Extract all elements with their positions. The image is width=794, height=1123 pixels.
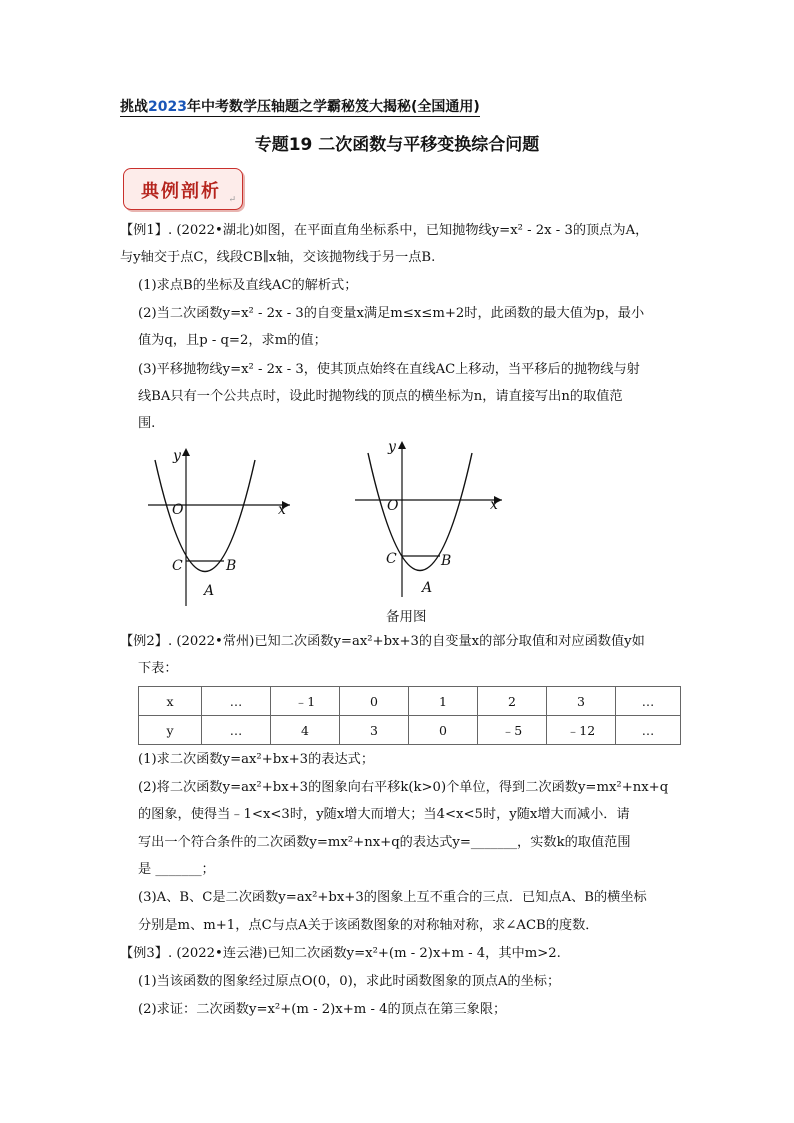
- table-cell: ﹣1: [271, 687, 340, 716]
- example2-q2c: 写出一个符合条件的二次函数y=mx²+nx+q的表达式y=_______，实数k的取值范围: [138, 835, 631, 850]
- parabola-figure-backup: [350, 435, 510, 603]
- example1-q3a: (3)平移抛物线y=x² - 2x - 3，使其顶点始终在直线AC上移动，当平移后的抛物线与射: [138, 362, 640, 377]
- y-axis-arrow-icon: [398, 441, 406, 449]
- label-x: x: [278, 502, 286, 518]
- example2-line1: 【例2】. (2022•常州)已知二次函数y=ax²+bx+3的自变量x的部分取值和对应函数值y如: [120, 634, 645, 649]
- example2-q3b: 分别是m、m+1，点C与点A关于该函数图象的对称轴对称，求∠ACB的度数．: [138, 918, 599, 933]
- table-cell: 1: [409, 687, 478, 716]
- table-cell: 3: [547, 687, 616, 716]
- table-cell: y: [139, 716, 202, 745]
- table-cell: 0: [409, 716, 478, 745]
- table-cell: 3: [340, 716, 409, 745]
- value-table: [138, 686, 681, 745]
- table-cell: ﹣5: [478, 716, 547, 745]
- label-b: B: [441, 553, 452, 569]
- example1-q2a: (2)当二次函数y=x² - 2x - 3的自变量x满足m≤x≤m+2时，此函数的最大值为p，最小: [138, 306, 645, 321]
- page-title: 专题19 二次函数与平移变换综合问题: [254, 135, 540, 155]
- example3-q1: (1)当该函数的图象经过原点O(0，0)，求此时函数图象的顶点A的坐标；: [138, 974, 561, 989]
- table-row: [139, 716, 681, 745]
- parabola-curve: [368, 453, 472, 571]
- table-cell: …: [202, 687, 271, 716]
- series-header-year: 2023: [148, 99, 187, 115]
- table-cell: 2: [478, 687, 547, 716]
- example1-q2b: 值为q，且p - q=2，求m的值；: [138, 333, 327, 348]
- y-axis-arrow-icon: [182, 448, 190, 456]
- table-cell: …: [202, 716, 271, 745]
- example2-q3a: (3)A、B、C是二次函数y=ax²+bx+3的图象上互不重合的三点．已知点A、B的横坐标: [138, 890, 647, 905]
- label-c: C: [172, 558, 183, 574]
- table-cell: 0: [340, 687, 409, 716]
- paragraph-mark-icon: ↵: [228, 195, 236, 205]
- example3-q2: (2)求证：二次函数y=x²+(m - 2)x+m - 4的顶点在第三象限；: [138, 1002, 507, 1017]
- example1-line2: 与y轴交于点C，线段CB∥x轴，交该抛物线于另一点B.: [120, 250, 436, 265]
- table-cell: …: [616, 716, 681, 745]
- example2-q2b: 的图象，使得当﹣1<x<3时，y随x增大而增大；当4<x<5时，y随x增大而减小．请: [138, 807, 630, 822]
- example2-q2a: (2)将二次函数y=ax²+bx+3的图象向右平移k(k>0)个单位，得到二次函数y=mx²+nx+q: [138, 780, 669, 795]
- label-a: A: [422, 580, 433, 596]
- table-cell: x: [139, 687, 202, 716]
- series-header-post: 年中考数学压轴题之学霸秘笈大揭秘(全国通用): [186, 99, 480, 115]
- example1-q3b: 线BA只有一个公共点时，设此时抛物线的顶点的横坐标为n，请直接写出n的取值范: [138, 389, 623, 404]
- label-x: x: [490, 497, 498, 513]
- series-header-pre: 挑战: [120, 99, 148, 115]
- label-y: y: [388, 439, 396, 455]
- series-header: [120, 96, 480, 116]
- label-c: C: [386, 551, 397, 567]
- example1-q3c: 围.: [138, 416, 156, 431]
- label-y: y: [173, 448, 181, 464]
- example2-line2: 下表：: [138, 661, 178, 676]
- label-b: B: [226, 558, 237, 574]
- example2-q1: (1)求二次函数y=ax²+bx+3的表达式；: [138, 752, 375, 767]
- parabola-curve: [155, 460, 255, 572]
- label-o: O: [172, 502, 184, 518]
- example1-line1: 【例1】. (2022•湖北)如图，在平面直角坐标系中，已知抛物线y=x² - 2x - 3的顶点为A，: [120, 223, 649, 238]
- example3-line1: 【例3】. (2022•连云港)已知二次函数y=x²+(m - 2)x+m - 4，其中m>2.: [120, 946, 561, 961]
- table-cell: …: [616, 687, 681, 716]
- table-cell: 4: [271, 716, 340, 745]
- table-row: [139, 687, 681, 716]
- example1-q1: (1)求点B的坐标及直线AC的解析式；: [138, 278, 358, 293]
- label-a: A: [204, 583, 215, 599]
- table-cell: ﹣12: [547, 716, 616, 745]
- parabola-figure-main: [140, 440, 300, 610]
- figure-caption: 备用图: [386, 609, 427, 625]
- section-badge-label: 典例剖析: [141, 181, 221, 202]
- section-badge: [123, 168, 243, 210]
- example2-q2d: 是 _______；: [138, 862, 215, 877]
- label-o: O: [387, 498, 399, 514]
